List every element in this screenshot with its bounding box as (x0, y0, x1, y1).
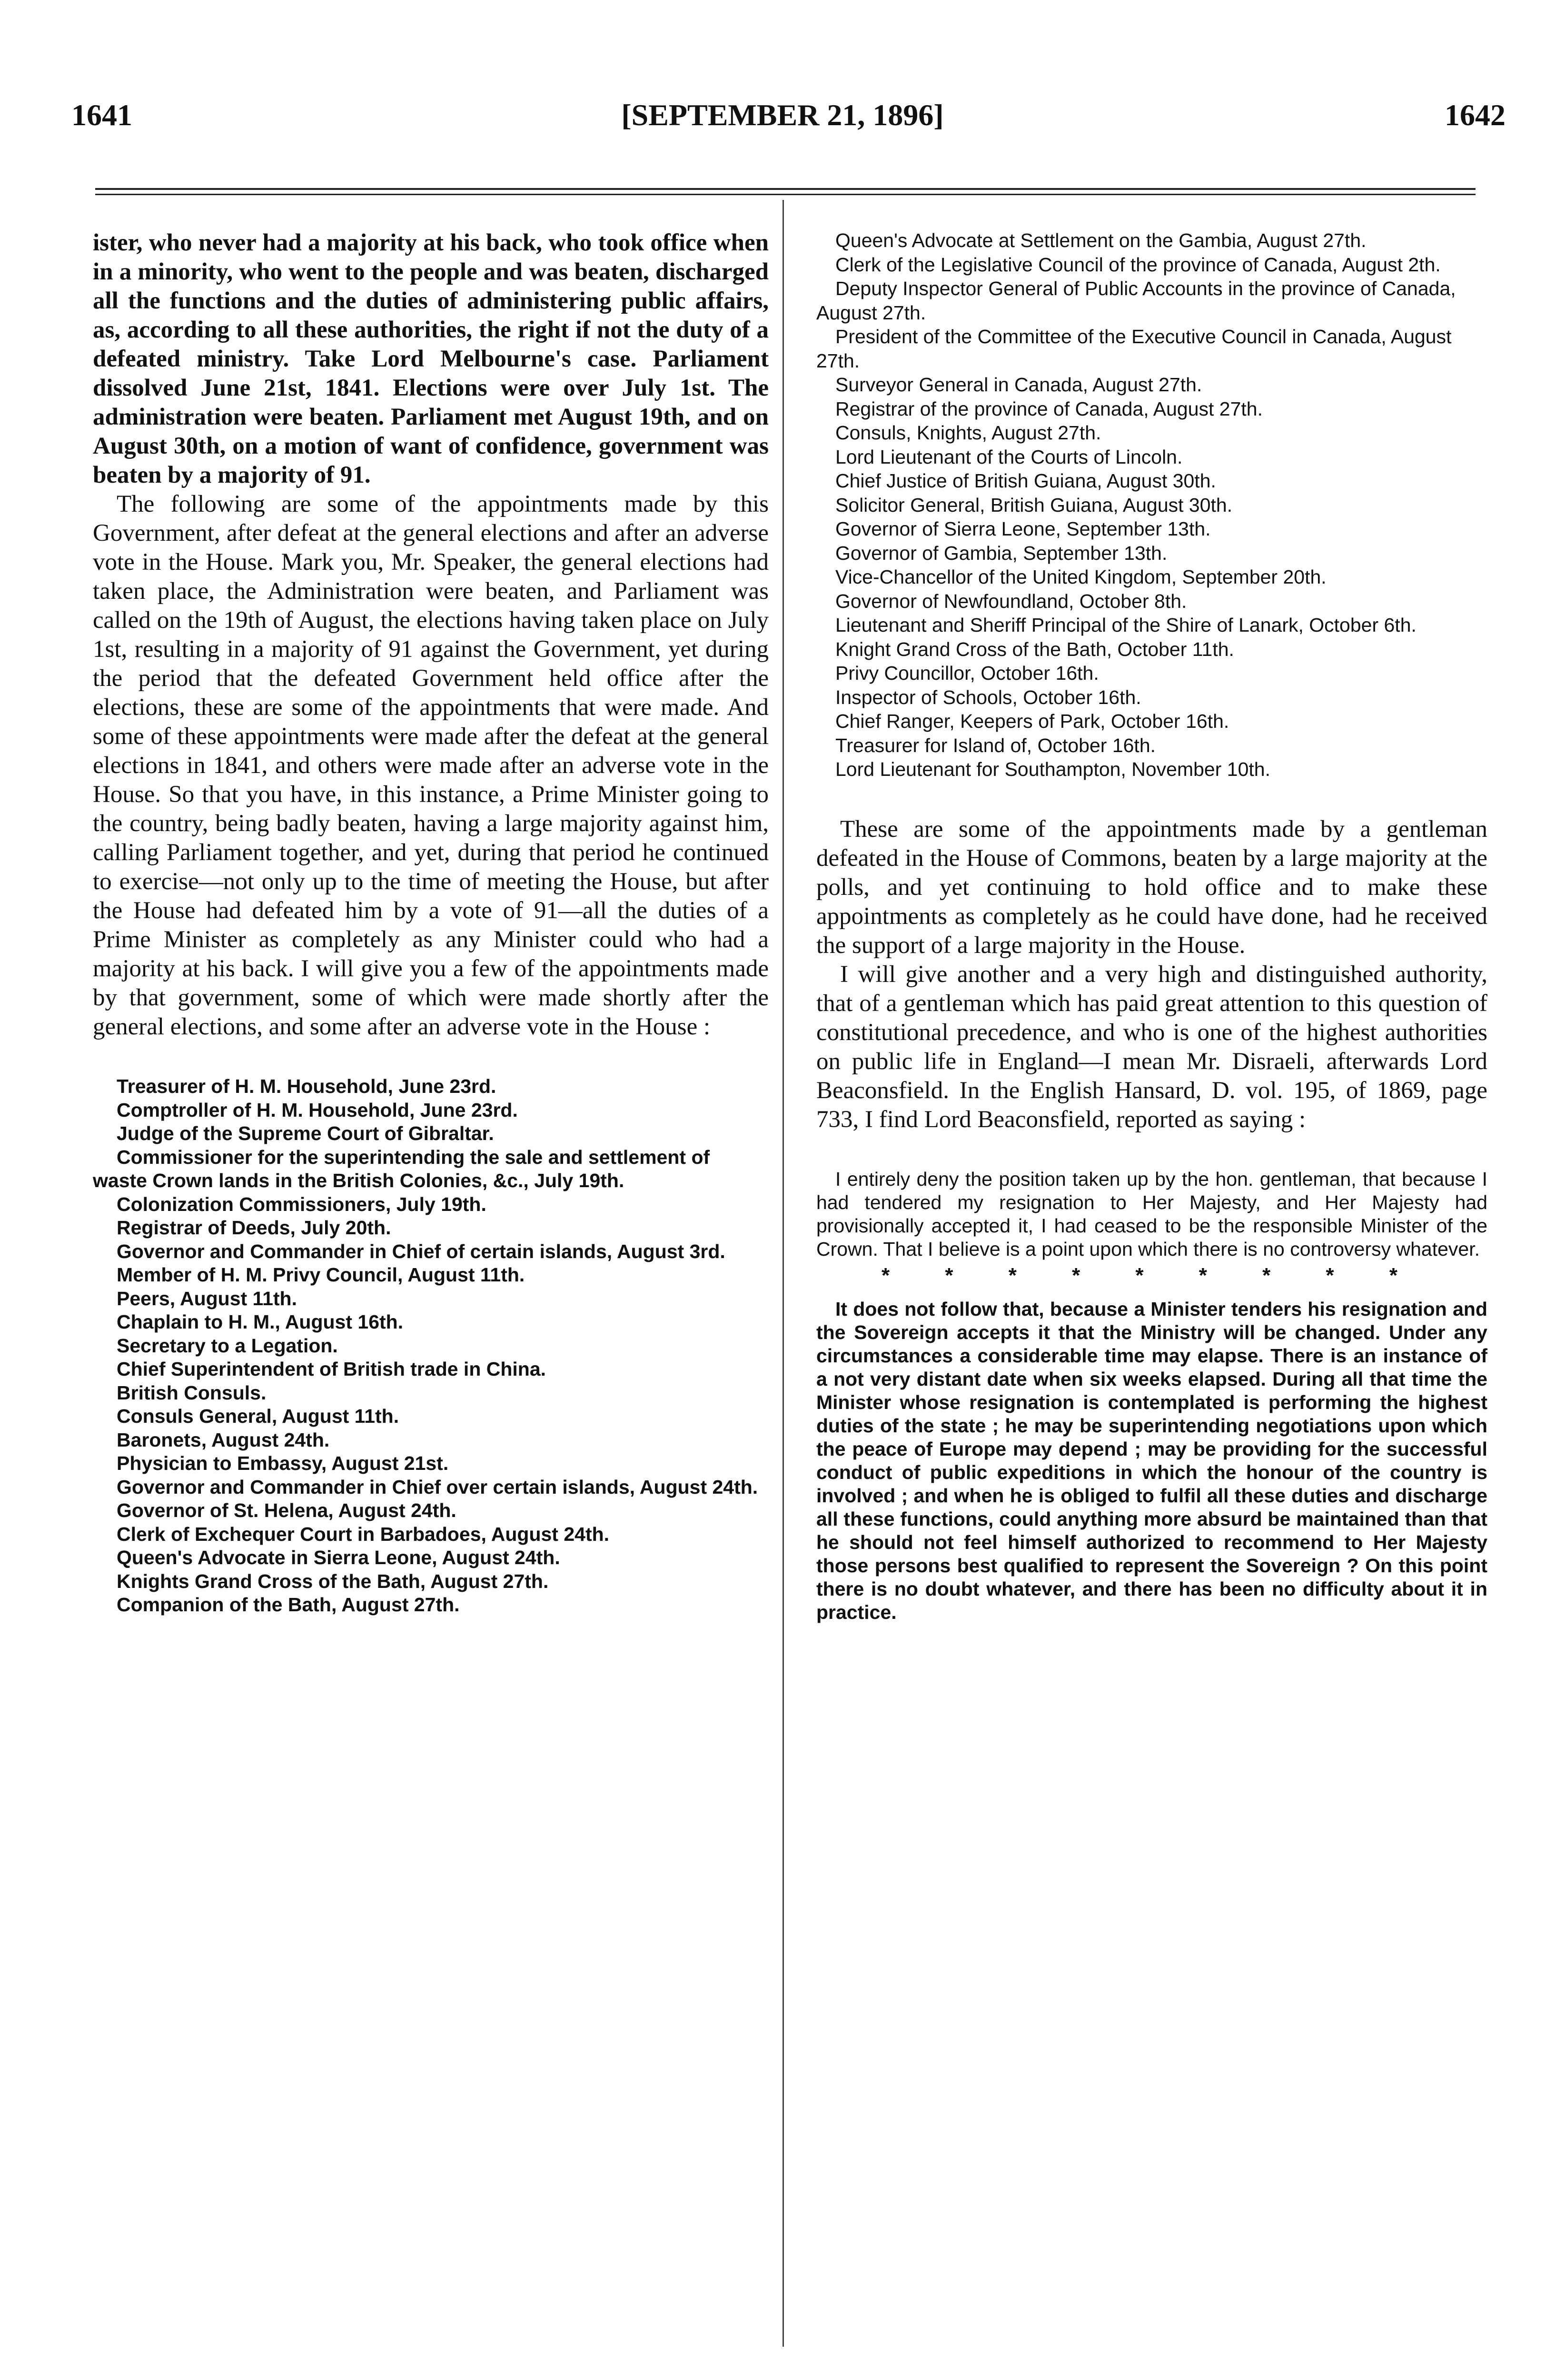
column-divider (782, 200, 784, 2347)
speech-text-right (816, 815, 1487, 1134)
paragraph-summary: These are some of the appointments made by a gentleman defeated in the House of Commons, beaten by a large majority at the polls, and yet continuing to hold office and to make these appointments as completely as he could have done, had he received the support of a large majority in the House. (816, 815, 1487, 959)
appointment-item: Surveyor General in Canada, August 27th. (835, 374, 1202, 396)
paragraph-continued: ister, who never had a majority at his back, who took office when in a minority, who went to the people and was beaten, discharged all the functions and the duties of administering public affairs, as, according to all these authorities, the right if not the duty of a defeated ministry. Take Lord Melbourne's case. Parliament dissolved June 21st, 1841. Elections were over July 1st. The administration were beaten. Parliament met August 19th, and on August 30th, on a motion of want of confidence, government was beaten by a majority of 91. (93, 229, 769, 488)
appointment-item: Lord Lieutenant of the Courts of Lincoln. (835, 446, 1183, 468)
appointment-item: Comptroller of H. M. Household, June 23rd. (117, 1099, 518, 1121)
appointment-item: Registrar of the province of Canada, August 27th. (835, 397, 1263, 420)
appointment-item: Chief Superintendent of British trade in China. (117, 1358, 546, 1380)
appointment-item: Queen's Advocate in Sierra Leone, August 24th. (117, 1547, 560, 1568)
appointment-item: Companion of the Bath, August 27th. (117, 1594, 460, 1616)
appointment-item: Judge of the Supreme Court of Gibraltar. (117, 1122, 494, 1144)
appointment-item: Physician to Embassy, August 21st. (117, 1452, 449, 1474)
appointment-item: Lord Lieutenant for Southampton, November 10th. (835, 758, 1270, 780)
page-date: [SEPTEMBER 21, 1896] (621, 98, 944, 132)
appointment-item: British Consuls. (117, 1381, 267, 1404)
appointment-item: Governor of Sierra Leone, September 13th. (835, 518, 1211, 540)
speech-text-left (93, 228, 769, 1041)
appointment-item: Peers, August 11th. (117, 1287, 297, 1309)
header-rule-bottom (95, 194, 1476, 195)
appointment-item: Knight Grand Cross of the Bath, October 11th. (835, 638, 1234, 660)
appointments-list-right (816, 228, 1487, 782)
appointment-item: Chief Ranger, Keepers of Park, October 16th. (835, 710, 1229, 732)
left-column-number: 1641 (71, 98, 132, 132)
appointment-item: Governor of St. Helena, August 24th. (117, 1499, 456, 1521)
appointment-item: Solicitor General, British Guiana, August 30th. (835, 494, 1233, 516)
appointment-item: Treasurer of H. M. Household, June 23rd. (117, 1075, 496, 1097)
appointment-item: Governor of Newfoundland, October 8th. (835, 590, 1187, 612)
appointment-item: Registrar of Deeds, July 20th. (117, 1217, 391, 1239)
appointment-item: Consuls, Knights, August 27th. (835, 422, 1101, 444)
appointments-list-left (93, 1075, 769, 1617)
appointment-item: Governor and Commander in Chief over certain islands, August 24th. (117, 1476, 758, 1498)
appointment-item: Clerk of the Legislative Council of the province of Canada, August 2th. (835, 253, 1441, 276)
appointment-item: Deputy Inspector General of Public Accounts in the province of Canada, August 27th. (816, 278, 1456, 324)
appointment-item: Commissioner for the superintending the sale and settlement of waste Crown lands in the British Colonies, &c., July 19th. (93, 1146, 710, 1191)
appointment-item: Governor of Gambia, September 13th. (835, 542, 1168, 564)
appointment-item: Clerk of Exchequer Court in Barbadoes, August 24th. (117, 1523, 610, 1545)
appointment-item: Colonization Commissioners, July 19th. (117, 1193, 486, 1215)
appointment-item: Consuls General, August 11th. (117, 1405, 399, 1427)
appointment-item: Chaplain to H. M., August 16th. (117, 1311, 404, 1333)
ellipsis-stars: * * * * * * * * * (882, 1263, 1422, 1287)
quotation-block (816, 1168, 1487, 1624)
right-column-number: 1642 (1445, 98, 1506, 132)
right-column (816, 228, 1487, 1624)
appointment-item: President of the Committee of the Executive Council in Canada, August 27th. (816, 326, 1452, 372)
appointment-item: Chief Justice of British Guiana, August 30th. (835, 470, 1216, 492)
quote-paragraph-1: I entirely deny the position taken up by the hon. gentleman, that because I had tendered my resignation to Her Majesty, and Her Majesty had provisionally accepted it, I had ceased to be the responsible Minister of the Crown. That I believe is a point upon which there is no controversy whatever. (816, 1168, 1487, 1260)
appointment-item: Queen's Advocate at Settlement on the Gambia, August 27th. (835, 229, 1367, 251)
paragraph-appointments-intro: The following are some of the appointments made by this Government, after defeat at the general elections and after an adverse vote in the House. Mark you, Mr. Speaker, the general elections had taken place, the Administration were beaten, and Parliament was called on the 19th of August, the elections having taken place on July 1st, resulting in a majority of 91 against the Government, yet during the period that the defeated Government held office after the elections, these are some of the appointments that were made. And some of these appointments were made after the defeat at the general elections in 1841, and others were made after an adverse vote in the House. So that you have, in this instance, a Prime Minister going to the country, being badly beaten, having a large majority against him, calling Parliament together, and yet, during that period he continued to exercise—not only up to the time of meeting the House, but after the House had defeated him by a vote of 91—all the duties of a Prime Minister as completely as any Minister could who had a majority at his back. I will give you a few of the appointments made by that government, some of which were made shortly after the general elections, and some after an adverse vote in the House : (93, 491, 769, 1040)
appointment-item: Secretary to a Legation. (117, 1334, 338, 1357)
appointment-item: Member of H. M. Privy Council, August 11th. (117, 1264, 525, 1286)
appointment-item: Vice-Chancellor of the United Kingdom, September 20th. (835, 566, 1327, 588)
page-header (0, 98, 1565, 155)
appointment-item: Governor and Commander in Chief of certain islands, August 3rd. (117, 1240, 725, 1262)
appointment-item: Inspector of Schools, October 16th. (835, 686, 1141, 708)
appointment-item: Treasurer for Island of, October 16th. (835, 734, 1156, 756)
header-rule-top (95, 188, 1476, 190)
quote-paragraph-2: It does not follow that, because a Minister tenders his resignation and the Sovereign accepts it that the Ministry will be changed. Under any circumstances a considerable time may elapse. There is an instance of a not very distant date when six weeks elapsed. During all that time the Minister whose resignation is contemplated is performing the highest duties of the state ; he may be superintending negotiations upon which the peace of Europe may depend ; may be providing for the successful conduct of public expeditions in which the honour of the country is involved ; and when he is obliged to fulfil all these duties and discharge all these functions, could anything more absurd be maintained than that he should not feel himself authorized to recommend to Her Majesty those persons best qualified to represent the Sovereign ? On this point there is no doubt whatever, and there has been no difficulty about it in practice. (816, 1298, 1487, 1623)
appointment-item: Baronets, August 24th. (117, 1428, 330, 1451)
left-column (93, 228, 769, 1617)
paragraph-disraeli: I will give another and a very high and distinguished authority, that of a gentleman which has paid great attention to this question of constitutional precedence, and who is one of the highest authorities on public life in England—I mean Mr. Disraeli, afterwards Lord Beaconsfield. In the English Hansard, D. vol. 195, of 1869, page 733, I find Lord Beaconsfield, reported as saying : (816, 961, 1487, 1133)
appointment-item: Privy Councillor, October 16th. (835, 662, 1099, 684)
appointment-item: Knights Grand Cross of the Bath, August 27th. (117, 1570, 549, 1592)
appointment-item: Lieutenant and Sheriff Principal of the Shire of Lanark, October 6th. (835, 614, 1416, 636)
